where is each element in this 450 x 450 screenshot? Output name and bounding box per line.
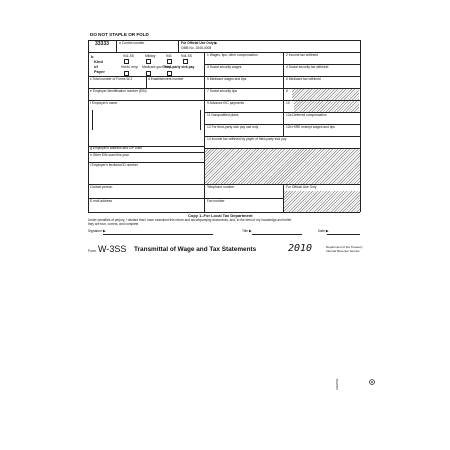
box-9-eic: 9 Advance EIC payments: [207, 101, 245, 105]
tax-year: 2010: [288, 243, 313, 254]
payer-option-943: 943: [166, 54, 172, 58]
field-i-territorial-id: i Employer's territorial ID number: [90, 163, 138, 167]
divider-c2: [88, 198, 284, 199]
shaded-region: [205, 149, 360, 184]
box-4-ss-tax: 4 Social security tax withheld: [286, 65, 329, 69]
checkbox-943[interactable]: [167, 59, 172, 64]
box-1-wages: 1 Wages, tips, other compensation: [207, 53, 258, 57]
irs-label: Internal Revenue Service: [326, 249, 360, 253]
divider-left: [88, 40, 89, 212]
field-d-establishment: d Establishment number: [148, 77, 184, 81]
official-use-label: For Official Use Only ▶: [181, 41, 218, 45]
shaded-box-10: [294, 101, 359, 112]
box-7-ss-tips: 7 Social security tips: [207, 89, 238, 93]
payer-option-thirdparty: Third-party sick pay: [163, 65, 195, 69]
telephone-label: Telephone number: [207, 185, 235, 189]
shaded-box-8: [292, 89, 359, 100]
checkbox-944ss[interactable]: [183, 59, 188, 64]
box-2-income-tax: 2 Income tax withheld: [286, 53, 318, 57]
do-not-staple-notice: DO NOT STAPLE OR FOLD: [90, 32, 149, 37]
copy-title: Copy 1–For Local Tax Department: [188, 213, 253, 218]
perjury-text-1: Under penalties of perjury, I declare that I have examined this return and accompanying documents, and, to the best of my knowledge and belief,: [88, 218, 293, 222]
payer-option-medicare: Medicare govt. emp.: [142, 65, 172, 69]
payer-option-944ss: 944-SS: [181, 54, 192, 58]
kind-of-payer-b: b: [91, 54, 94, 59]
payer-option-military: Military: [145, 54, 156, 58]
title-label: Title ▶: [242, 229, 252, 233]
signature-line[interactable]: [103, 234, 213, 235]
contact-person-label: Contact person: [90, 185, 113, 189]
form-code: 33333: [95, 41, 109, 47]
form-title: Transmittal of Wage and Tax Statements: [134, 246, 257, 253]
box-3-ss-wages: 3 Social security wages: [207, 65, 242, 69]
box-10: 10: [286, 101, 290, 105]
payer-option-941ss: 941-SS: [123, 54, 134, 58]
divider-control: [178, 40, 179, 52]
date-line[interactable]: [327, 234, 360, 235]
box-12-third-party: 12 For third-party sick pay use only: [207, 125, 259, 129]
omb-number: OMB No. 1545-0008: [181, 46, 212, 50]
control-number-label: a Control number: [119, 41, 145, 45]
box-11-nonqualified: 11 Nonqualified plans: [207, 113, 239, 117]
checkbox-941ss[interactable]: [124, 59, 129, 64]
box-14-income-tax-sick-pay: 14 Income tax withheld by payer of third-party sick pay: [207, 137, 287, 141]
shaded-official: [284, 191, 360, 212]
dept-treasury: Department of the Treasury: [326, 245, 363, 249]
field-e-ein: e Employer identification number (EIN): [90, 89, 147, 93]
of-label: of: [94, 64, 98, 69]
corner-mark-left: [92, 110, 93, 130]
divider-cd: [146, 76, 147, 88]
side-code: LW3SS1: [335, 378, 339, 390]
title-line[interactable]: [252, 234, 302, 235]
corner-mark-right: [200, 110, 201, 130]
field-f-employer-name: f Employer's name: [90, 101, 118, 105]
payer-option-hshld: Hshld. emp.: [121, 65, 139, 69]
fax-label: Fax number: [207, 199, 225, 203]
field-c-total-forms: c Total number of Forms W-2: [90, 77, 133, 81]
box-8: 8: [286, 89, 288, 93]
form-id: W-3SS: [98, 244, 127, 254]
divider-formcode: [116, 40, 117, 52]
perjury-text-2: they are true, correct, and complete.: [88, 222, 140, 226]
form-word: Form: [88, 249, 96, 253]
box-12b-hire: 12b HIRE exempt wages and tips: [286, 125, 335, 129]
box-5-medicare-wages: 5 Medicare wages and tips: [207, 77, 247, 81]
date-label: Date ▶: [318, 229, 329, 233]
email-label: E-mail address: [90, 199, 112, 203]
official-use-label-2: For Official Use Only: [286, 185, 317, 189]
box-6-medicare-tax: 6 Medicare tax withheld: [286, 77, 321, 81]
payer-label: Payer: [94, 69, 105, 74]
checkbox-military[interactable]: [146, 59, 151, 64]
field-g-address: g Employer's address and ZIP code: [90, 146, 143, 150]
box-12a-deferred: 12a Deferred compensation: [286, 113, 327, 117]
field-h-other-ein: h Other EIN used this year: [90, 153, 129, 157]
recycle-icon: [369, 372, 375, 378]
kind-label: Kind: [94, 59, 103, 64]
divider-right: [360, 40, 361, 212]
signature-label: Signature ▶: [88, 229, 106, 233]
